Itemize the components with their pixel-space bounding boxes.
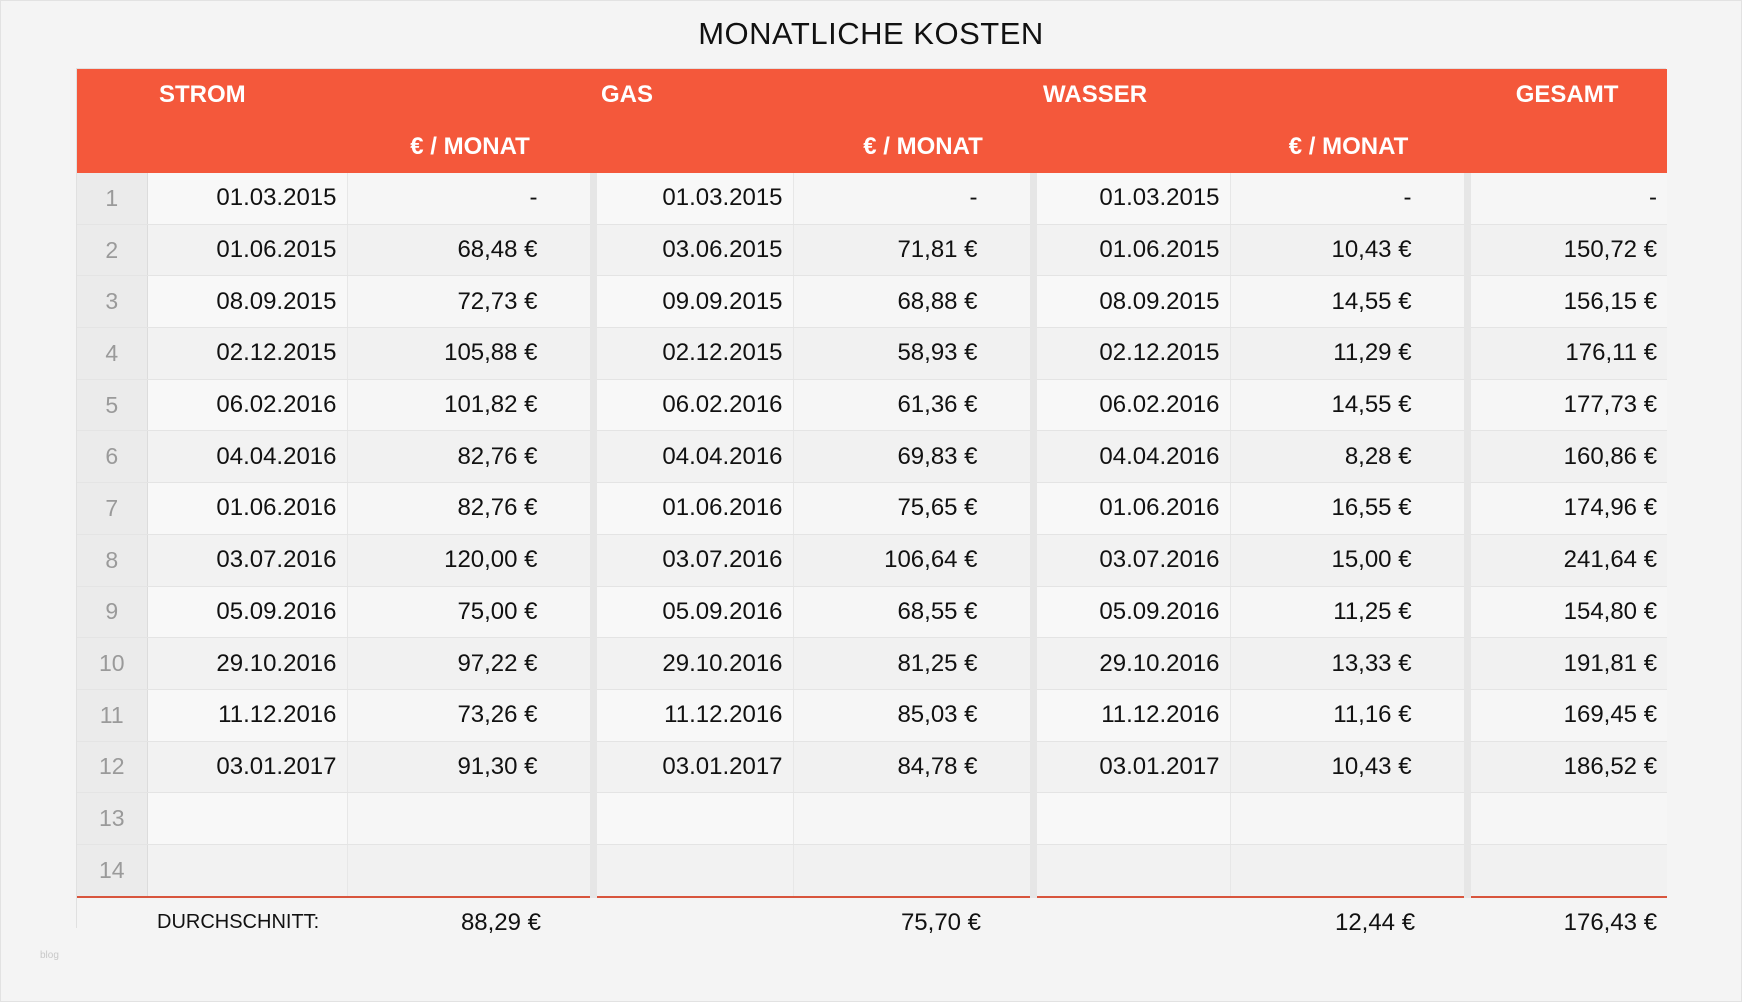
header-wasser-unit[interactable]: € / MONAT [1230, 121, 1467, 173]
gas-amount-cell[interactable]: 68,55 € [793, 586, 1033, 638]
gas-amount-cell[interactable]: 69,83 € [793, 431, 1033, 483]
gesamt-amount-cell[interactable]: 186,52 € [1467, 741, 1667, 793]
gas-amount-cell[interactable]: 68,88 € [793, 276, 1033, 328]
gesamt-amount-cell[interactable]: - [1467, 173, 1667, 224]
header-row-groups [77, 69, 1667, 121]
strom-amount-cell[interactable]: 73,26 € [347, 689, 593, 741]
gesamt-amount-cell[interactable]: 176,11 € [1467, 328, 1667, 380]
wasser-date-cell[interactable]: 05.09.2016 [1033, 586, 1230, 638]
gas-date-cell[interactable]: 06.02.2016 [593, 379, 793, 431]
strom-amount-cell[interactable]: 97,22 € [347, 638, 593, 690]
wasser-amount-cell[interactable]: 10,43 € [1230, 224, 1467, 276]
wasser-amount-cell[interactable]: - [1230, 173, 1467, 224]
header-blank [1033, 121, 1230, 173]
table-row [77, 328, 1667, 380]
gesamt-amount-cell[interactable]: 160,86 € [1467, 431, 1667, 483]
table-row [77, 638, 1667, 690]
wasser-amount-cell[interactable] [1230, 793, 1467, 845]
strom-amount-cell[interactable]: 68,48 € [347, 224, 593, 276]
wasser-date-cell[interactable]: 06.02.2016 [1033, 379, 1230, 431]
row-index-cell: 9 [77, 586, 147, 638]
row-index-cell: 2 [77, 224, 147, 276]
strom-amount-cell[interactable]: 120,00 € [347, 534, 593, 586]
strom-date-cell[interactable] [147, 844, 347, 896]
table-row [77, 844, 1667, 896]
strom-date-cell[interactable]: 29.10.2016 [147, 638, 347, 690]
wasser-date-cell[interactable] [1033, 793, 1230, 845]
gesamt-amount-cell[interactable]: 169,45 € [1467, 689, 1667, 741]
gas-amount-cell[interactable] [793, 844, 1033, 896]
table-row [77, 483, 1667, 535]
gas-amount-cell[interactable]: 81,25 € [793, 638, 1033, 690]
wasser-amount-cell[interactable]: 11,16 € [1230, 689, 1467, 741]
gas-date-cell[interactable]: 01.06.2016 [593, 483, 793, 535]
average-label: DURCHSCHNITT: [77, 897, 347, 948]
wasser-amount-cell[interactable]: 14,55 € [1230, 276, 1467, 328]
row-index-cell: 7 [77, 483, 147, 535]
wasser-date-cell[interactable]: 01.03.2015 [1033, 173, 1230, 224]
gas-date-cell[interactable]: 01.03.2015 [593, 173, 793, 224]
header-gas[interactable]: GAS [593, 69, 1033, 121]
wasser-date-cell[interactable]: 03.07.2016 [1033, 534, 1230, 586]
table-row [77, 793, 1667, 845]
gesamt-amount-cell[interactable]: 177,73 € [1467, 379, 1667, 431]
table-row [77, 224, 1667, 276]
strom-amount-cell[interactable]: 75,00 € [347, 586, 593, 638]
table-row [77, 689, 1667, 741]
wasser-amount-cell[interactable]: 16,55 € [1230, 483, 1467, 535]
strom-date-cell[interactable]: 04.04.2016 [147, 431, 347, 483]
gas-date-cell[interactable] [593, 844, 793, 896]
wasser-date-cell[interactable]: 01.06.2016 [1033, 483, 1230, 535]
average-gas[interactable]: 75,70 € [793, 897, 1033, 948]
header-blank [593, 121, 793, 173]
header-gesamt[interactable]: GESAMT [1467, 69, 1667, 121]
header-row-units [77, 121, 1667, 173]
wasser-date-cell[interactable]: 03.01.2017 [1033, 741, 1230, 793]
wasser-date-cell[interactable]: 08.09.2015 [1033, 276, 1230, 328]
gas-date-cell[interactable]: 03.06.2015 [593, 224, 793, 276]
row-index-cell: 8 [77, 534, 147, 586]
header-wasser[interactable]: WASSER [1033, 69, 1467, 121]
wasser-date-cell[interactable]: 01.06.2015 [1033, 224, 1230, 276]
gas-amount-cell[interactable]: 106,64 € [793, 534, 1033, 586]
table-row [77, 586, 1667, 638]
gesamt-amount-cell[interactable]: 174,96 € [1467, 483, 1667, 535]
row-index-cell: 11 [77, 689, 147, 741]
header-blank [1467, 121, 1667, 173]
gas-amount-cell[interactable]: 84,78 € [793, 741, 1033, 793]
wasser-amount-cell[interactable]: 15,00 € [1230, 534, 1467, 586]
strom-amount-cell[interactable] [347, 793, 593, 845]
row-index-cell: 4 [77, 328, 147, 380]
table-row [77, 173, 1667, 224]
wasser-amount-cell[interactable]: 14,55 € [1230, 379, 1467, 431]
gesamt-amount-cell[interactable]: 154,80 € [1467, 586, 1667, 638]
header-strom-unit[interactable]: € / MONAT [347, 121, 593, 173]
gas-amount-cell[interactable]: 61,36 € [793, 379, 1033, 431]
gas-amount-cell[interactable]: 75,65 € [793, 483, 1033, 535]
strom-amount-cell[interactable]: 105,88 € [347, 328, 593, 380]
wasser-amount-cell[interactable]: 11,29 € [1230, 328, 1467, 380]
gas-amount-cell[interactable]: 71,81 € [793, 224, 1033, 276]
cost-table [77, 69, 1667, 948]
average-wasser[interactable]: 12,44 € [1230, 897, 1467, 948]
average-blank [1033, 897, 1230, 948]
strom-amount-cell[interactable]: 101,82 € [347, 379, 593, 431]
watermark-text: blog [40, 950, 59, 961]
wasser-amount-cell[interactable]: 8,28 € [1230, 431, 1467, 483]
strom-date-cell[interactable]: 01.06.2015 [147, 224, 347, 276]
wasser-date-cell[interactable]: 04.04.2016 [1033, 431, 1230, 483]
strom-date-cell[interactable]: 05.09.2016 [147, 586, 347, 638]
strom-date-cell[interactable]: 08.09.2015 [147, 276, 347, 328]
gas-date-cell[interactable]: 29.10.2016 [593, 638, 793, 690]
gesamt-amount-cell[interactable]: 150,72 € [1467, 224, 1667, 276]
gas-date-cell[interactable]: 09.09.2015 [593, 276, 793, 328]
strom-amount-cell[interactable] [347, 844, 593, 896]
cost-table-sheet [76, 68, 1666, 936]
wasser-amount-cell[interactable]: 11,25 € [1230, 586, 1467, 638]
average-strom[interactable]: 88,29 € [347, 897, 593, 948]
gas-date-cell[interactable]: 05.09.2016 [593, 586, 793, 638]
wasser-date-cell[interactable] [1033, 844, 1230, 896]
gas-amount-cell[interactable]: 58,93 € [793, 328, 1033, 380]
gas-amount-cell[interactable]: - [793, 173, 1033, 224]
gesamt-amount-cell[interactable]: 156,15 € [1467, 276, 1667, 328]
gas-date-cell[interactable]: 03.01.2017 [593, 741, 793, 793]
gas-date-cell[interactable]: 03.07.2016 [593, 534, 793, 586]
row-index-cell: 5 [77, 379, 147, 431]
row-index-cell: 10 [77, 638, 147, 690]
strom-date-cell[interactable]: 01.03.2015 [147, 173, 347, 224]
header-strom[interactable]: STROM [77, 69, 593, 121]
wasser-date-cell[interactable]: 29.10.2016 [1033, 638, 1230, 690]
gesamt-amount-cell[interactable] [1467, 793, 1667, 845]
table-row [77, 276, 1667, 328]
strom-amount-cell[interactable]: 82,76 € [347, 483, 593, 535]
strom-amount-cell[interactable]: 82,76 € [347, 431, 593, 483]
row-index-cell: 13 [77, 793, 147, 845]
gesamt-amount-cell[interactable]: 191,81 € [1467, 638, 1667, 690]
wasser-date-cell[interactable]: 02.12.2015 [1033, 328, 1230, 380]
gas-date-cell[interactable]: 11.12.2016 [593, 689, 793, 741]
strom-date-cell[interactable]: 11.12.2016 [147, 689, 347, 741]
gas-date-cell[interactable] [593, 793, 793, 845]
strom-date-cell[interactable]: 02.12.2015 [147, 328, 347, 380]
gesamt-amount-cell[interactable] [1467, 844, 1667, 896]
row-index-cell: 1 [77, 173, 147, 224]
average-blank [593, 897, 793, 948]
row-index-cell: 6 [77, 431, 147, 483]
wasser-amount-cell[interactable]: 13,33 € [1230, 638, 1467, 690]
wasser-amount-cell[interactable]: 10,43 € [1230, 741, 1467, 793]
page-title: MONATLICHE KOSTEN [698, 16, 1044, 51]
wasser-amount-cell[interactable] [1230, 844, 1467, 896]
table-row [77, 431, 1667, 483]
table-row [77, 741, 1667, 793]
strom-date-cell[interactable] [147, 793, 347, 845]
gesamt-amount-cell[interactable]: 241,64 € [1467, 534, 1667, 586]
row-index-cell: 14 [77, 844, 147, 896]
header-gas-unit[interactable]: € / MONAT [793, 121, 1033, 173]
row-index-cell: 3 [77, 276, 147, 328]
table-row [77, 379, 1667, 431]
table-row [77, 534, 1667, 586]
gas-date-cell[interactable]: 02.12.2015 [593, 328, 793, 380]
gas-amount-cell[interactable] [793, 793, 1033, 845]
strom-date-cell[interactable]: 06.02.2016 [147, 379, 347, 431]
header-blank [77, 121, 147, 173]
strom-amount-cell[interactable]: - [347, 173, 593, 224]
strom-date-cell[interactable]: 03.07.2016 [147, 534, 347, 586]
wasser-date-cell[interactable]: 11.12.2016 [1033, 689, 1230, 741]
strom-amount-cell[interactable]: 91,30 € [347, 741, 593, 793]
average-gesamt[interactable]: 176,43 € [1467, 897, 1667, 948]
average-row [77, 897, 1667, 948]
strom-amount-cell[interactable]: 72,73 € [347, 276, 593, 328]
strom-date-cell[interactable]: 03.01.2017 [147, 741, 347, 793]
row-index-cell: 12 [77, 741, 147, 793]
strom-date-cell[interactable]: 01.06.2016 [147, 483, 347, 535]
header-blank [147, 121, 347, 173]
gas-amount-cell[interactable]: 85,03 € [793, 689, 1033, 741]
gas-date-cell[interactable]: 04.04.2016 [593, 431, 793, 483]
